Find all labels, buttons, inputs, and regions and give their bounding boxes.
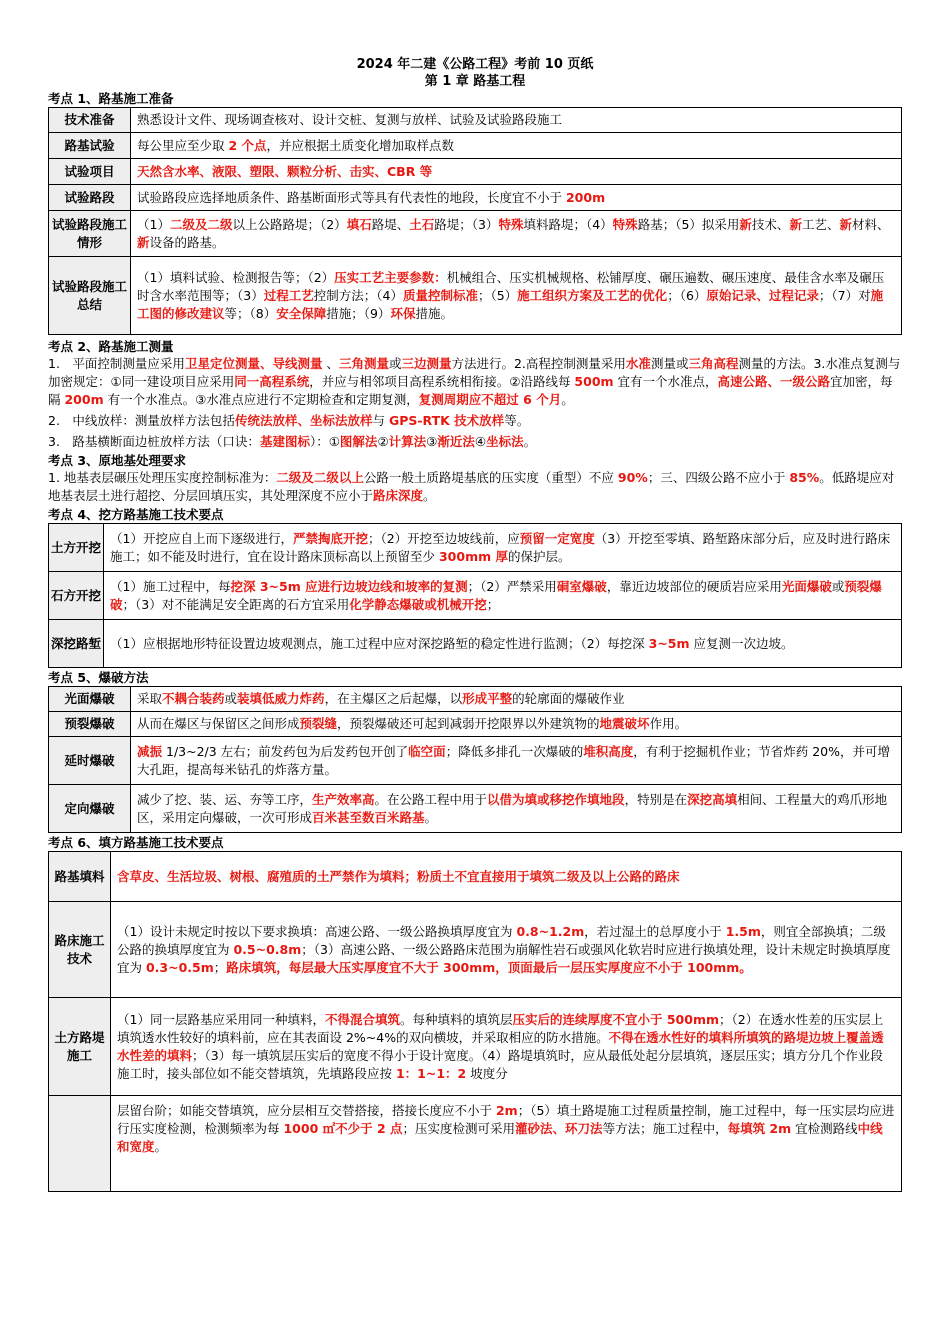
highlight-text: 新 xyxy=(137,234,150,250)
body-text: ；（2）严禁采用 xyxy=(467,578,557,594)
body-text: ；（7）对 xyxy=(818,287,871,303)
row-label: 延时爆破 xyxy=(49,737,131,785)
table-row xyxy=(49,620,902,668)
body-text: （1）设计未规定时按以下要求换填：高速公路、一级公路换填厚度宜为 xyxy=(117,923,517,939)
row-label: 土方路堤施工 xyxy=(49,998,111,1096)
highlight-text: 1.5m xyxy=(725,923,761,939)
body-text: 路堤、 xyxy=(371,216,410,232)
body-text: 等。 xyxy=(504,413,530,428)
highlight-text: 90% xyxy=(617,470,648,485)
table-row xyxy=(49,1096,902,1192)
body-text: （1）开挖应自上而下逐级进行， xyxy=(110,530,293,546)
highlight-text: 新 xyxy=(839,216,852,232)
highlight-text: 压实后的连续厚度不宜小于 500mm xyxy=(512,1011,719,1027)
row-content xyxy=(104,572,902,620)
highlight-text: 新 xyxy=(789,216,802,232)
body-text: 措施。 xyxy=(415,305,453,321)
body-text: 或 xyxy=(388,356,402,371)
row-content xyxy=(111,1096,902,1192)
paragraph xyxy=(48,469,902,505)
body-text: ；（3）高速公路、一级公路路床范围为崩解性岩石或强风化软岩时应进行换填处理，设计未规定时换填厚度宜为 xyxy=(117,941,891,975)
body-text: ，在主爆区之后起爆，以 xyxy=(324,691,463,706)
body-text: ； xyxy=(213,959,227,975)
table-row xyxy=(49,572,902,620)
row-content xyxy=(131,185,902,211)
row-content xyxy=(111,902,902,998)
body-text: 等方法；施工过程中， xyxy=(602,1121,728,1136)
row-label xyxy=(49,1096,111,1192)
highlight-text: 深挖高填 xyxy=(687,791,738,807)
highlight-text: 天然含水率、液限、塑限、颗粒分析、击实、CBR 等 xyxy=(137,163,433,179)
body-text: 等；（8） xyxy=(224,305,277,321)
section-4-table xyxy=(48,523,902,668)
row-label: 定向爆破 xyxy=(49,785,131,833)
body-text: 熟悉设计文件、现场调查核对、设计交桩、复测与放样、试验及试验路段施工 xyxy=(137,112,563,127)
highlight-text: 环保 xyxy=(390,305,416,321)
row-content xyxy=(131,133,902,159)
highlight-text: 路床填筑，每层最大压实厚度宜不大于 300mm，顶面最后一层压实厚度应不小于 100mm。 xyxy=(226,959,752,975)
highlight-text: 含草皮、生活垃圾、树根、腐殖质的土严禁作为填料；粉质土不宜直接用于填筑二级及以上公路的路床 xyxy=(117,868,680,884)
row-label: 试验路段 xyxy=(49,185,131,211)
row-label: 深挖路堑 xyxy=(49,620,104,668)
body-text: 。 xyxy=(154,1139,168,1154)
table-row xyxy=(49,185,902,211)
highlight-text: 不得在透水性好的填料所填筑的路堤边坡上覆盖透水性差的填料 xyxy=(117,1029,884,1063)
body-text: ）：① xyxy=(309,434,340,449)
row-content xyxy=(131,712,902,737)
highlight-text: 0.5~0.8m xyxy=(233,941,302,957)
body-text: 与 xyxy=(372,413,389,428)
body-text: （1）应根据地形特征设置边坡观测点，施工过程中应对深挖路堑的稳定性进行监测；（2）每挖深 xyxy=(110,635,649,651)
row-content xyxy=(104,620,902,668)
body-text: ② xyxy=(377,434,389,449)
body-text: ，则宜全部换填；二级公路的换填厚度宜为 xyxy=(117,923,886,957)
body-text: 减少了挖、装、运、夯等工序， xyxy=(137,791,313,807)
body-text: 以上公路路堤；（2） xyxy=(232,216,347,232)
table-row xyxy=(49,133,902,159)
highlight-text: 预裂缝 xyxy=(299,716,338,731)
body-text: 的保护层。 xyxy=(507,548,571,564)
row-content xyxy=(111,998,902,1096)
highlight-text: 地震破坏 xyxy=(599,716,650,731)
row-label: 试验路段施工情形 xyxy=(49,211,131,257)
table-row xyxy=(49,902,902,998)
highlight-text: 二级及二级 xyxy=(169,216,233,232)
document-page xyxy=(48,56,902,1192)
highlight-text: 0.8~1.2m xyxy=(516,923,585,939)
body-text: 试验路段应选择地质条件、路基断面形式等具有代表性的地段，长度宜不小于 xyxy=(137,189,566,205)
highlight-text: 特殊 xyxy=(498,216,524,232)
highlight-text: 形成平整 xyxy=(462,691,513,706)
highlight-text: 3~5m xyxy=(648,635,690,651)
body-text: 设备的路基。 xyxy=(149,234,225,250)
section-1-title: 考点 1、路基施工准备 xyxy=(48,91,174,106)
highlight-text: 硐室爆破 xyxy=(556,578,607,594)
body-text: 的轮廓面的爆破作业 xyxy=(512,691,625,706)
body-text: 坡度分 xyxy=(466,1065,508,1081)
body-text: 。 xyxy=(424,809,438,825)
highlight-text: 坐标法 xyxy=(486,434,524,449)
highlight-text: 不耦合装药 xyxy=(162,691,225,706)
paragraph xyxy=(48,412,902,430)
paragraph xyxy=(48,433,902,451)
body-text: 或 xyxy=(224,691,238,706)
row-label: 路基试验 xyxy=(49,133,131,159)
row-content xyxy=(131,257,902,335)
highlight-text: 三角测量 xyxy=(338,356,389,371)
highlight-text: 化学静态爆破或机械开挖 xyxy=(349,596,487,612)
body-text: ；降低多排孔一次爆破的 xyxy=(445,743,584,759)
body-text: 填料路堤；（4） xyxy=(523,216,613,232)
body-text: （1）同一层路基应采用同一种填料， xyxy=(117,1011,325,1027)
section-5-table xyxy=(48,686,902,833)
body-text: 材料、 xyxy=(851,216,890,232)
highlight-text: 以借为填或移挖作填地段 xyxy=(487,791,625,807)
highlight-text: 百米甚至数百米路基 xyxy=(312,809,425,825)
section-1-table xyxy=(48,107,902,335)
highlight-text: 二级及二级以上 xyxy=(276,470,364,485)
highlight-text: 严禁掏底开挖 xyxy=(292,530,368,546)
highlight-text: 200m xyxy=(565,189,606,205)
table-row xyxy=(49,159,902,185)
row-label: 光面爆破 xyxy=(49,687,131,712)
highlight-text: 85% xyxy=(789,470,820,485)
body-text: 、 xyxy=(322,356,339,371)
highlight-text: 施工图的修改建议 xyxy=(137,287,884,321)
table-row xyxy=(49,211,902,257)
table-row xyxy=(49,108,902,133)
highlight-text: 300mm 厚 xyxy=(438,548,508,564)
table-row xyxy=(49,852,902,902)
highlight-text: 1000 ㎡不少于 2 点 xyxy=(283,1121,403,1136)
body-text: ；（5）填土路堤施工过程质量控制，施工过程中，每一压实层均应进行压实度检测，检测频率为每 xyxy=(117,1103,895,1136)
body-text: 措施；（9） xyxy=(326,305,391,321)
row-label: 路床施工技术 xyxy=(49,902,111,998)
body-text: ，靠近边坡部位的硬质岩应采用 xyxy=(606,578,782,594)
highlight-text: 卫星定位测量、导线测量 xyxy=(184,356,323,371)
highlight-text: 500m xyxy=(574,374,614,389)
row-label: 预裂爆破 xyxy=(49,712,131,737)
document-title: 2024 年二建《公路工程》考前 10 页纸 xyxy=(356,57,594,72)
body-text: 3. 路基横断面边桩放样方法（口诀： xyxy=(48,434,260,449)
highlight-text: 压实工艺主要参数： xyxy=(334,269,447,285)
table-row xyxy=(49,257,902,335)
highlight-text: 复测周期应不超过 6 个月 xyxy=(418,392,562,407)
row-label: 土方开挖 xyxy=(49,524,104,572)
body-text: ；三、四级公路不应小于 xyxy=(647,470,790,485)
row-content xyxy=(131,687,902,712)
section-6-table xyxy=(48,851,902,1192)
highlight-text: 预留一定宽度 xyxy=(519,530,595,546)
body-text: 技术、 xyxy=(751,216,790,232)
body-text: 层留台阶；如能交替填筑，应分层相互交替搭接，搭接长度应不小于 xyxy=(117,1103,496,1118)
body-text: 宜有一个水准点， xyxy=(613,374,718,389)
section-4-title: 考点 4、挖方路基施工技术要点 xyxy=(48,507,224,522)
body-text: 采取 xyxy=(137,691,163,706)
highlight-text: 不得混合填筑 xyxy=(324,1011,400,1027)
row-label: 技术准备 xyxy=(49,108,131,133)
body-text: 控制方法；（4） xyxy=(313,287,403,303)
highlight-text: 路床深度 xyxy=(373,488,424,503)
body-text: 测量或 xyxy=(650,356,689,371)
highlight-text: 特殊 xyxy=(612,216,638,232)
highlight-text: 1：1~1：2 xyxy=(395,1065,467,1081)
highlight-text: 安全保障 xyxy=(276,305,327,321)
body-text: 宜检测路线 xyxy=(791,1121,858,1136)
body-text: （1）施工过程中，每 xyxy=(110,578,231,594)
row-label: 路基填料 xyxy=(49,852,111,902)
section-6-title: 考点 6、填方路基施工技术要点 xyxy=(48,835,224,850)
body-text: （1） xyxy=(137,216,170,232)
body-text: 测量的方法。3.水准点复测与加密规定：①同一建设项目应采用 xyxy=(48,356,901,389)
highlight-text: 2m xyxy=(495,1103,518,1118)
highlight-text: 减振 xyxy=(137,743,163,759)
row-content xyxy=(131,785,902,833)
table-row xyxy=(49,712,902,737)
body-text: ；（6） xyxy=(667,287,707,303)
body-text: ，有利于挖掘机作业；节省炸药 20%，并可增大孔距，提高每米钻孔的炸落方量。 xyxy=(137,743,890,777)
highlight-text: 0.3~0.5m xyxy=(145,959,214,975)
body-text: 。 xyxy=(423,488,436,503)
body-text: ； xyxy=(486,596,500,612)
body-text: ；压实度检测可采用 xyxy=(402,1121,516,1136)
body-text: （3）开挖至零填、路堑路床部分后，应及时进行路床施工；如不能及时进行，宜在设计路床顶标高以上预留至少 xyxy=(110,530,891,564)
body-text: ，并应与相邻项目高程系统相衔接。②沿路线每 xyxy=(309,374,575,389)
body-text: ；（2）在透水性差的压实层上填筑透水性较好的填料前，应在其表面设 2%~4%的双向横坡，并采取相应的防水措施。 xyxy=(117,1011,884,1045)
table-row xyxy=(49,687,902,712)
table-row xyxy=(49,998,902,1096)
highlight-text: 临空面 xyxy=(408,743,446,759)
body-text: 从而在爆区与保留区之间形成 xyxy=(137,716,300,731)
highlight-text: 三边测量 xyxy=(401,356,452,371)
paragraph xyxy=(48,355,902,409)
table-row xyxy=(49,785,902,833)
highlight-text: 填石 xyxy=(346,216,372,232)
body-text: 2. 中线放样：测量放样方法包括 xyxy=(48,413,235,428)
body-text: 相间、工程量大的鸡爪形地区，采用定向爆破，一次可形成 xyxy=(137,791,888,825)
row-label: 试验路段施工总结 xyxy=(49,257,131,335)
body-text: 1. 平面控制测量应采用 xyxy=(48,356,185,371)
body-text: 机械组合、压实机械规格、松铺厚度、碾压遍数、碾压速度、最佳含水率及碾压时含水率范围等；（3） xyxy=(137,269,885,303)
highlight-text: 高速公路、一级公路 xyxy=(717,374,831,389)
body-text: ，预裂爆破还可起到减弱开挖限界以外建筑物的 xyxy=(337,716,600,731)
body-text: 或 xyxy=(831,578,845,594)
body-text: 。每种填料的填筑层 xyxy=(399,1011,513,1027)
body-text: 路堤；（3） xyxy=(434,216,499,232)
body-text: 有一个水准点。③水准点应进行不定期检查和定期复测， xyxy=(103,392,419,407)
highlight-text: 光面爆破 xyxy=(781,578,832,594)
highlight-text: 计算法 xyxy=(388,434,427,449)
body-text: ，特别是在 xyxy=(624,791,688,807)
highlight-text: 施工组织方案及工艺的优化 xyxy=(517,287,668,303)
highlight-text: 挖深 3~5m 应进行边坡边线和坡率的复测 xyxy=(230,578,468,594)
row-content xyxy=(131,159,902,185)
body-text: 宜加密，每隔 xyxy=(48,374,893,407)
highlight-text: 同一高程系统 xyxy=(234,374,310,389)
body-text: 。低路堤应对地基表层土进行超挖、分层回填压实，其处理深度不应小于 xyxy=(48,470,895,503)
body-text: ，若过湿土的总厚度小于 xyxy=(584,923,726,939)
body-text: 1. 地基表层碾压处理压实度控制标准为： xyxy=(48,470,277,485)
body-text: ；（3）每一填筑层压实后的宽度不得小于设计宽度。（4）路堤填筑时，应从最低处起分层填筑，逐层压实；填方分几个作业段施工时，接头部位如不能交替填筑，先填路段应按 xyxy=(117,1047,883,1081)
highlight-text: 传统法放样、坐标法放样 xyxy=(234,413,373,428)
body-text: 路基；（5）拟采用 xyxy=(637,216,740,232)
row-content xyxy=(111,852,902,902)
chapter-title: 第 1 章 路基工程 xyxy=(424,74,526,89)
highlight-text: 水准 xyxy=(625,356,651,371)
highlight-text: 图解法 xyxy=(339,434,378,449)
section-5-title: 考点 5、爆破方法 xyxy=(48,670,149,685)
body-text: 应复测一次边坡。 xyxy=(689,635,794,651)
body-text: 。在公路工程中用于 xyxy=(374,791,488,807)
highlight-text: 基建图标 xyxy=(259,434,310,449)
body-text: 每公里应至少取 xyxy=(137,137,229,153)
body-text: ④ xyxy=(474,434,487,449)
body-text: ；（3）对不能满足安全距离的石方宜采用 xyxy=(122,596,350,612)
body-text: 。 xyxy=(523,434,537,449)
row-label: 石方开挖 xyxy=(49,572,104,620)
highlight-text: 土石 xyxy=(409,216,435,232)
body-text: ；（2）开挖至边坡线前，应 xyxy=(367,530,520,546)
highlight-text: 原始记录、过程记录 xyxy=(706,287,819,303)
body-text: 作用。 xyxy=(649,716,688,731)
highlight-text: GPS-RTK 技术放样 xyxy=(388,413,505,428)
highlight-text: 中线和宽度 xyxy=(117,1121,883,1154)
highlight-text: 生产效率高 xyxy=(312,791,375,807)
highlight-text: 200m xyxy=(64,392,104,407)
highlight-text: 装填低威力炸药 xyxy=(237,691,325,706)
body-text: 工艺、 xyxy=(801,216,840,232)
body-text: 方法进行。2.高程控制测量采用 xyxy=(451,356,626,371)
highlight-text: 新 xyxy=(739,216,752,232)
section-2-title: 考点 2、路基施工测量 xyxy=(48,339,174,354)
body-text: 。 xyxy=(561,392,574,407)
body-text: 公路一般土质路堤基底的压实度（重型）不应 xyxy=(363,470,618,485)
row-content xyxy=(131,737,902,785)
table-row xyxy=(49,524,902,572)
body-text: ，并应根据土质变化增加取样点数 xyxy=(266,137,455,153)
row-content xyxy=(131,211,902,257)
highlight-text: 质量控制标准 xyxy=(402,287,478,303)
table-row xyxy=(49,737,902,785)
highlight-text: 过程工艺 xyxy=(263,287,314,303)
row-label: 试验项目 xyxy=(49,159,131,185)
highlight-text: 渐近法 xyxy=(437,434,475,449)
body-text: 1/3~2/3 左右；前发药包为后发药包开创了 xyxy=(162,743,409,759)
body-text: ③ xyxy=(426,434,438,449)
highlight-text: 每填筑 2m xyxy=(727,1121,792,1136)
highlight-text: 预裂爆破 xyxy=(110,578,882,612)
highlight-text: 三角高程 xyxy=(688,356,739,371)
highlight-text: 灌砂法、环刀法 xyxy=(515,1121,603,1136)
body-text: ；（5） xyxy=(477,287,518,303)
row-content xyxy=(104,524,902,572)
highlight-text: 2 个点 xyxy=(228,137,267,153)
highlight-text: 堆积高度 xyxy=(583,743,634,759)
body-text: （1）填料试验、检测报告等；（2） xyxy=(137,269,335,285)
section-3-title: 考点 3、原地基处理要求 xyxy=(48,453,187,468)
row-content xyxy=(131,108,902,133)
